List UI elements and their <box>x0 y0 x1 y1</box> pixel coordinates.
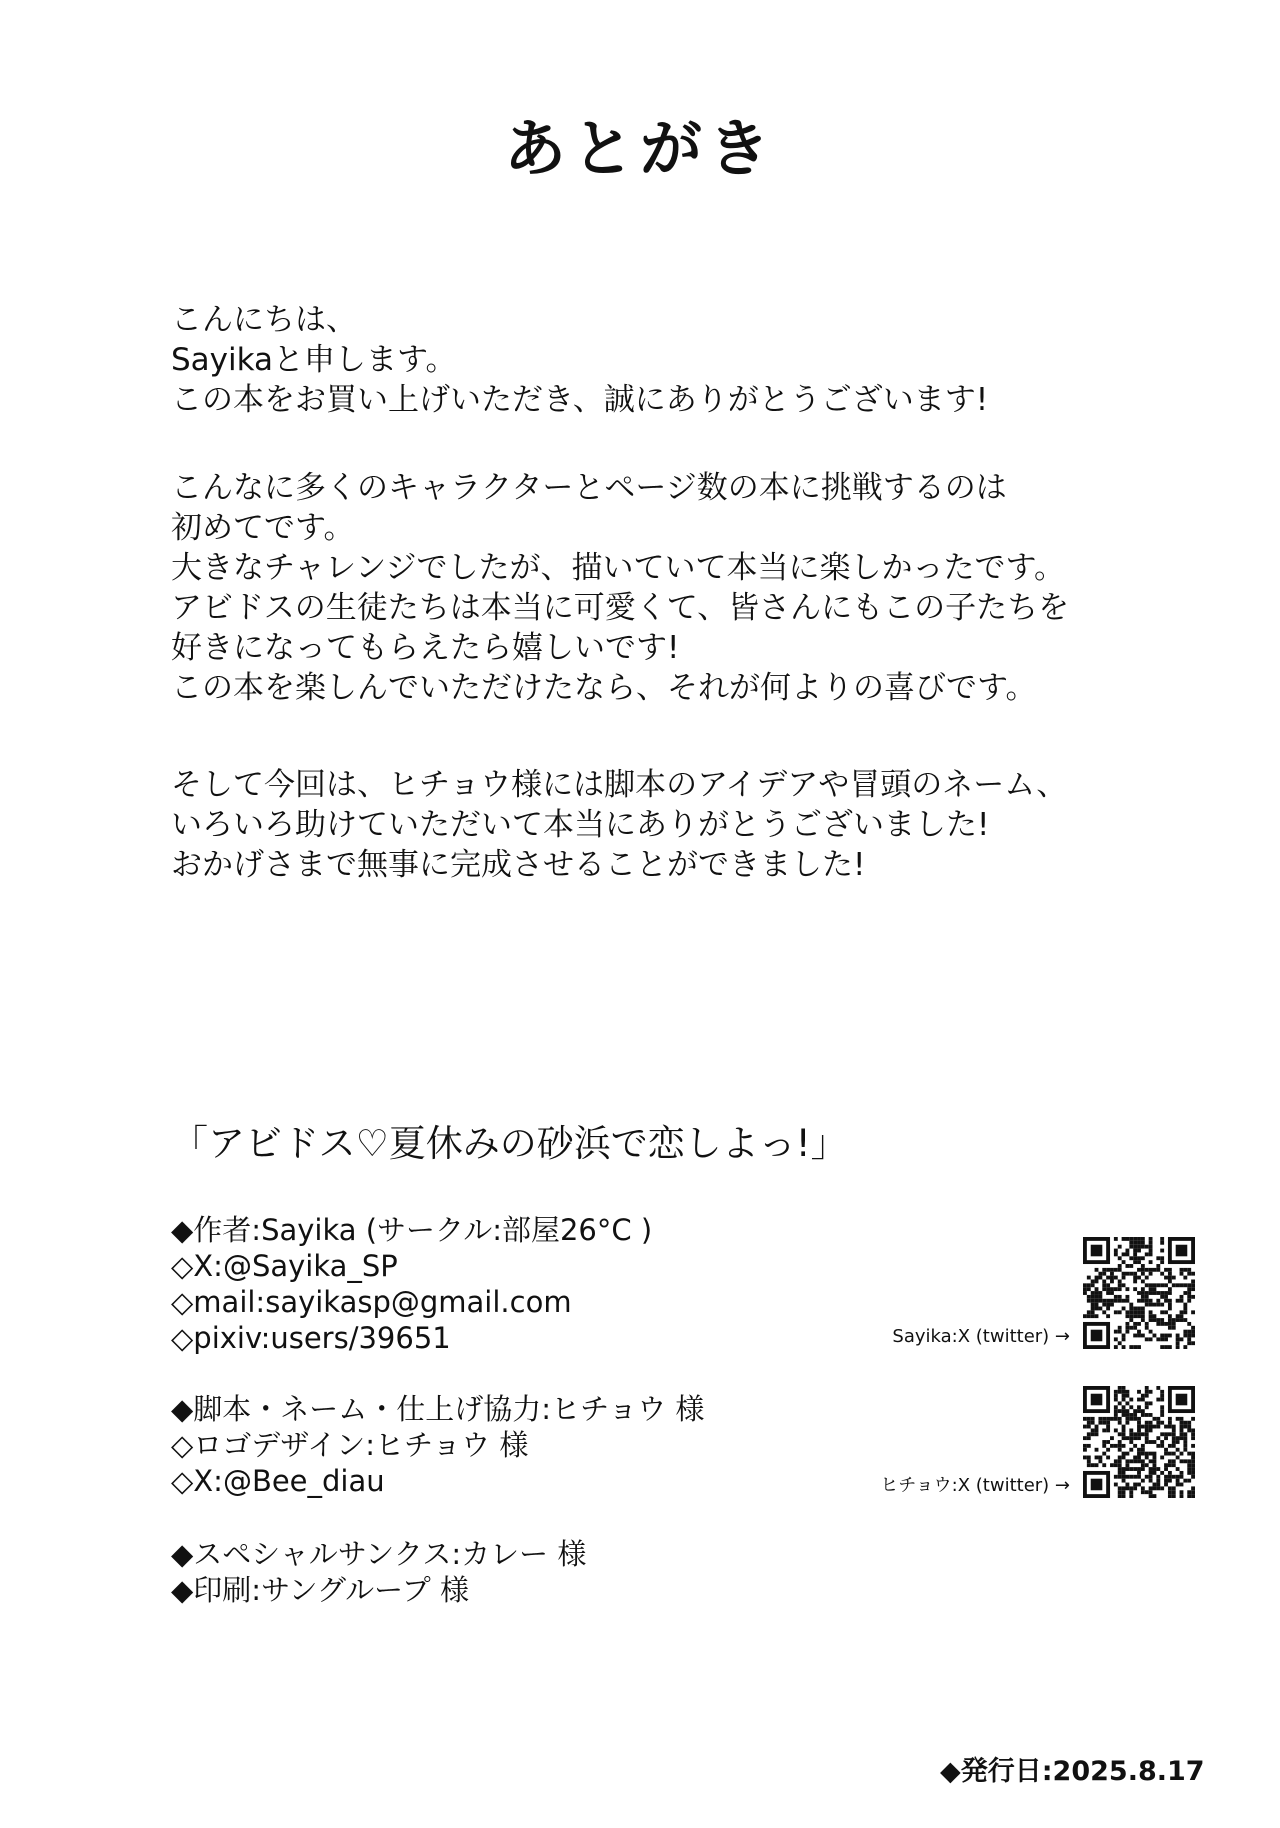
credit-line: ◆印刷:サングループ 様 <box>171 1573 469 1607</box>
credit-line: ◇X:@Sayika_SP <box>171 1249 398 1283</box>
credit-line: ◇ロゴデザイン:ヒチョウ 様 <box>171 1428 529 1462</box>
text-line: おかげさまで無事に完成させることができました! <box>171 847 866 883</box>
text-line: この本を楽しんでいただけたなら、それが何よりの喜びです。 <box>171 670 1037 706</box>
book-title: 「アビドス♡夏休みの砂浜で恋しよっ!」 <box>171 1122 848 1165</box>
text-line: アビドスの生徒たちは本当に可愛くて、皆さんにもこの子たちを <box>171 590 1070 626</box>
text-line: そして今回は、ヒチョウ様には脚本のアイデアや冒頭のネーム、 <box>171 767 1068 803</box>
text-line: Sayikaと申します。 <box>171 342 457 378</box>
text-line: いろいろ助けていただいて本当にありがとうございました! <box>171 807 990 843</box>
author-credits <box>171 1212 652 1356</box>
text-line: こんなに多くのキャラクターとページ数の本に挑戦するのは <box>171 470 1007 506</box>
credit-line: ◆作者:Sayika (サークル:部屋26°C ) <box>171 1213 653 1247</box>
qr-code-icon[interactable] <box>1083 1237 1195 1349</box>
page-title: あとがき <box>503 112 776 185</box>
qr-label-sayika: Sayika:X (twitter) → <box>892 1326 1070 1347</box>
credit-line: ◇pixiv:users/39651 <box>171 1321 451 1355</box>
collaborator-credits <box>171 1391 704 1499</box>
thanks-credits <box>171 1536 586 1608</box>
thanks-paragraph <box>171 765 1067 885</box>
credit-line: ◇X:@Bee_diau <box>171 1464 385 1498</box>
text-line: この本をお買い上げいただき、誠にありがとうございます! <box>171 382 989 418</box>
text-line: 好きになってもらえたら嬉しいです! <box>171 630 680 666</box>
text-line: 大きなチャレンジでしたが、描いていて本当に楽しかったです。 <box>171 550 1066 586</box>
text-line: 初めてです。 <box>171 510 355 546</box>
issue-date: ◆発行日:2025.8.17 <box>940 1756 1205 1787</box>
credit-line: ◇mail:sayikasp@gmail.com <box>171 1285 572 1319</box>
body-paragraph <box>171 468 1069 708</box>
text-line: こんにちは、 <box>171 302 357 338</box>
credit-line: ◆スペシャルサンクス:カレー 様 <box>171 1537 587 1571</box>
credit-line: ◆脚本・ネーム・仕上げ協力:ヒチョウ 様 <box>171 1392 705 1426</box>
greeting-paragraph <box>171 300 988 420</box>
qr-label-hichou: ヒチョウ:X (twitter) → <box>880 1475 1070 1496</box>
qr-code-icon[interactable] <box>1083 1386 1195 1498</box>
